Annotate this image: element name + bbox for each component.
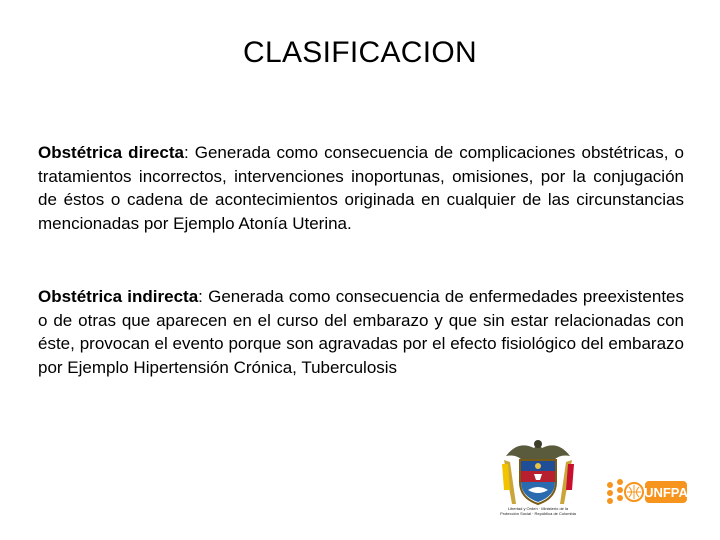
definition-direct: : Generada como consecuencia de complicaciones obstétricas, o tratamientos incorrectos, intervenciones inoportunas, omisiones, por la conjugación de éstos o cadena de acontecimientos originada en cualquier de las circunstancias mencionadas por Ejemplo Atonía Uterina.: [38, 143, 684, 233]
coat-of-arms-caption: Libertad y Orden · Ministerio de la Protección Social · República de Colombia: [500, 506, 576, 516]
paragraph-direct: [38, 141, 684, 235]
term-indirect: Obstétrica indirecta: [38, 287, 199, 306]
unfpa-label: UNFPA: [644, 485, 688, 500]
paragraph-indirect: [38, 285, 684, 379]
unfpa-logo: [604, 476, 688, 508]
definition-indirect: : Generada como consecuencia de enfermedades preexistentes o de otras que aparecen en el curso del embarazo y que sin estar relacionadas con éste, provocan el evento porque son agravadas por el efecto fisiológico del embarazo por Ejemplo Hipertensión Crónica, Tuberculosis: [38, 287, 684, 377]
slide-title: CLASIFICACION: [243, 36, 477, 69]
term-direct: Obstétrica directa: [38, 143, 184, 162]
